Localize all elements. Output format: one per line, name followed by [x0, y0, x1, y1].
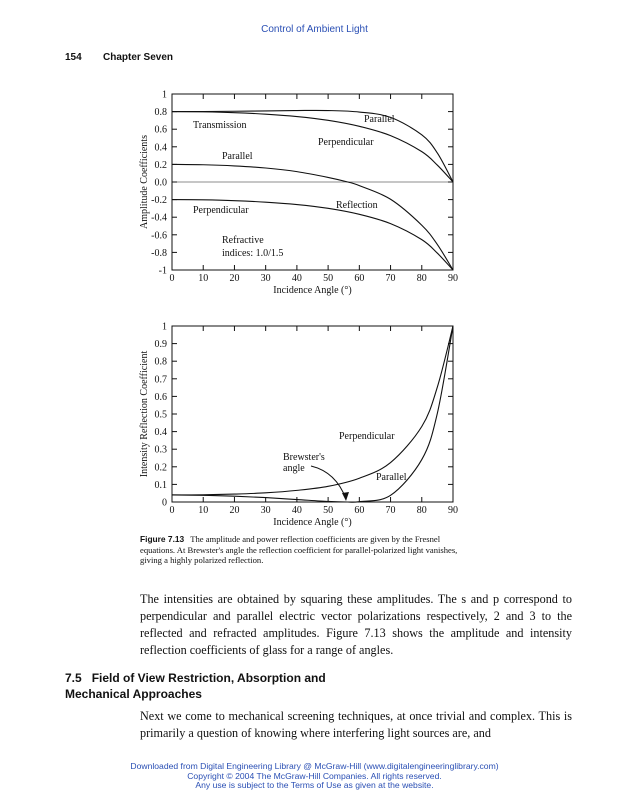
figure-caption — [140, 534, 465, 566]
annotation-parallel-top: Parallel — [364, 114, 395, 125]
series-line — [172, 326, 453, 502]
y-tick-label: 1 — [162, 89, 167, 101]
y-tick-label: 0.2 — [154, 462, 167, 474]
x-tick-label: 90 — [448, 273, 458, 284]
intensity-chart — [139, 322, 458, 529]
y-tick-label: 0.4 — [154, 427, 167, 439]
annotation-perpendicular-low: Perpendicular — [193, 205, 249, 216]
footer-line-3: Any use is subject to the Terms of Use as given at the website. — [195, 780, 434, 791]
y-tick-label: 0.2 — [154, 159, 167, 171]
x-tick-label: 70 — [385, 273, 396, 284]
figure-caption-text: The amplitude and power reflection coefficients are given by the Fresnel equations. At Brewster's angle the reflection coefficient for parallel-polarized light vanishes, giving a highly polarized reflection. — [140, 534, 458, 566]
y-tick-label: 0.6 — [154, 124, 167, 136]
y-tick-label: 0.8 — [154, 356, 167, 368]
annotation-brewster: Brewster's — [283, 452, 325, 463]
y-tick-label: 0 — [162, 497, 167, 509]
y-tick-label: 0.3 — [154, 444, 167, 456]
y-tick-label: 0.8 — [154, 107, 167, 119]
y-tick-label: 0.5 — [154, 409, 167, 421]
x-tick-label: 80 — [416, 273, 427, 284]
footer-line-1: Downloaded from Digital Engineering Library @ McGraw-Hill (www.digitalengineeringlibrary.com) — [130, 761, 499, 771]
series-line — [172, 326, 453, 495]
figure-label: Figure 7.13 — [140, 534, 185, 544]
chapter-title: Chapter Seven — [103, 52, 174, 63]
brewster-arrow — [311, 466, 346, 499]
y-tick-label: -0.2 — [151, 195, 167, 207]
body-paragraph-2: Next we come to mechanical screening techniques, at once trivial and complex. This is primarily a question of knowing where interfering light sources are, and — [140, 709, 572, 740]
y-axis-label: Intensity Reflection Coefficient — [139, 350, 150, 478]
x-tick-label: 30 — [260, 505, 271, 516]
section-number: 7.5 — [65, 671, 82, 685]
x-tick-label: 60 — [354, 273, 365, 284]
body-paragraph-1: The intensities are obtained by squaring these amplitudes. The s and p correspond to perpendicular and parallel electric vector polarizations respectively, 2 and 3 to the reflected and refracted amplitudes. Figure 7.13 shows the amplitude and intensity reflection coefficients of glass for a range of angles. — [140, 592, 572, 657]
annotation-refractive: Refractive — [222, 235, 264, 246]
x-tick-label: 30 — [260, 273, 271, 284]
x-tick-label: 70 — [385, 505, 396, 516]
download-footer — [0, 762, 629, 791]
y-tick-label: 0.4 — [154, 142, 167, 154]
y-tick-label: -0.4 — [151, 212, 167, 224]
x-tick-label: 90 — [448, 505, 458, 516]
brewster-arrow-head — [342, 492, 349, 501]
y-tick-label: 0.7 — [154, 374, 167, 386]
y-axis-label: Amplitude Coefficients — [139, 135, 150, 229]
annotation-parallel-low: Parallel — [222, 151, 253, 162]
annotation-parallel: Parallel — [376, 472, 407, 483]
amplitude-chart — [139, 90, 458, 297]
annotation-indices: indices: 1.0/1.5 — [222, 248, 284, 259]
x-tick-label: 80 — [416, 505, 427, 516]
x-tick-label: 50 — [323, 273, 334, 284]
y-tick-label: 0.0 — [154, 177, 167, 189]
page-number: 154 — [65, 52, 82, 63]
y-tick-label: 0.9 — [154, 339, 167, 351]
x-tick-label: 0 — [169, 273, 175, 284]
annotation-angle: angle — [283, 463, 305, 474]
x-tick-label: 0 — [169, 505, 175, 516]
running-title: Control of Ambient Light — [261, 24, 368, 35]
section-heading — [65, 670, 326, 702]
y-tick-label: 1 — [162, 321, 167, 333]
annotation-reflection: Reflection — [336, 200, 378, 211]
y-tick-label: -1 — [158, 265, 167, 277]
x-tick-label: 20 — [229, 273, 240, 284]
section-title-line-1: Field of View Restriction, Absorption and — [91, 671, 326, 685]
annotation-transmission: Transmission — [193, 120, 247, 131]
x-tick-label: 10 — [198, 505, 209, 516]
y-tick-label: 0.1 — [154, 479, 167, 491]
annotation-perpendicular: Perpendicular — [339, 431, 395, 442]
x-tick-label: 50 — [323, 505, 334, 516]
x-tick-label: 20 — [229, 505, 240, 516]
y-tick-label: 0.6 — [154, 391, 167, 403]
x-tick-label: 40 — [291, 505, 302, 516]
footer-line-2: Copyright © 2004 The McGraw-Hill Companies. All rights reserved. — [187, 770, 442, 781]
x-axis-label: Incidence Angle (°) — [273, 517, 352, 528]
y-tick-label: -0.8 — [151, 247, 167, 259]
x-tick-label: 60 — [354, 505, 365, 516]
x-axis-label: Incidence Angle (°) — [273, 285, 352, 296]
series-line — [172, 164, 453, 270]
annotation-perpendicular-top: Perpendicular — [318, 137, 374, 148]
y-tick-label: -0.6 — [151, 230, 167, 242]
section-title-line-2: Mechanical Approaches — [65, 687, 202, 701]
x-tick-label: 10 — [198, 273, 209, 284]
x-tick-label: 40 — [291, 273, 302, 284]
